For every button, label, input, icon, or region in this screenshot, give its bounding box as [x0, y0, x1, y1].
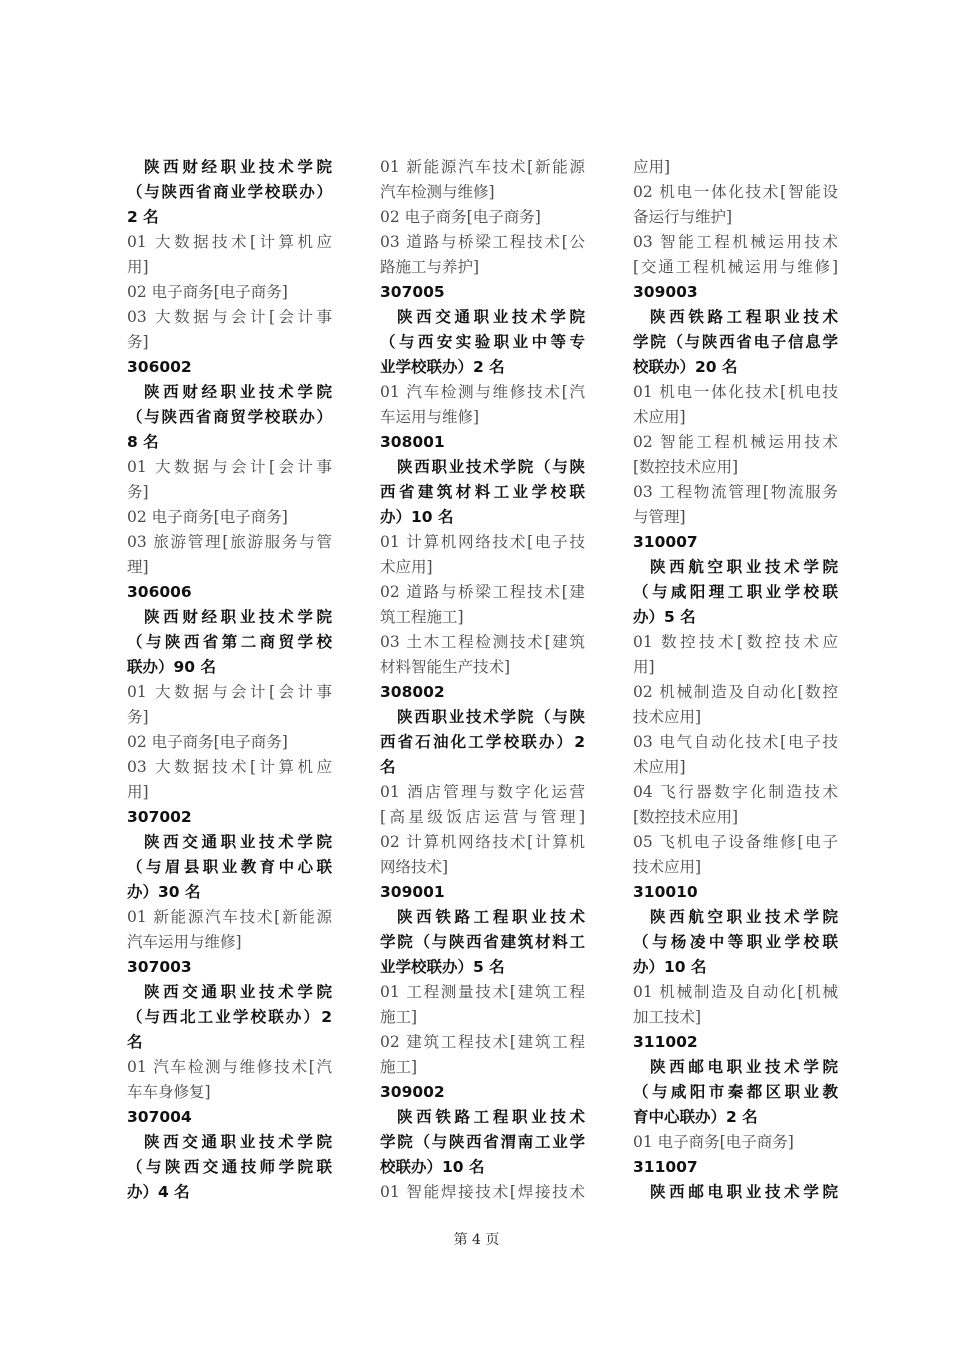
major-item-line: 01 大数据与会计[会计事	[127, 683, 332, 701]
major-item-line: 术应用]	[380, 558, 433, 576]
school-heading-line: 陕西职业技术学院（与陕	[397, 708, 585, 726]
major-item-line: 03 智能工程机械运用技术	[633, 233, 838, 251]
major-item-line: 汽车运用与维修]	[127, 933, 242, 951]
major-item-line: 05 飞机电子设备维修[电子	[633, 833, 838, 851]
school-heading-line: （与咸阳理工职业学校联	[633, 583, 838, 601]
major-item-line: 01 大数据与会计[会计事	[127, 458, 332, 476]
school-heading-line: 陕西航空职业技术学院	[650, 908, 838, 926]
major-item-line: 02 机电一体化技术[智能设	[633, 183, 838, 201]
major-item-line: 务]	[127, 333, 149, 351]
school-code: 309001	[380, 883, 445, 901]
major-item-line: 01 新能源汽车技术[新能源	[127, 908, 332, 926]
major-item-line: 术应用]	[633, 758, 686, 776]
major-item-line: 车运用与维修]	[380, 408, 480, 426]
school-heading-line: （与陕西省商业学校联办）	[127, 183, 332, 201]
school-heading-line: （与西安实验职业中等专	[380, 333, 585, 351]
major-item-line: 01 新能源汽车技术[新能源	[380, 158, 585, 176]
major-item-line: 01 大数据技术[计算机应	[127, 233, 332, 251]
school-heading-line: 名	[380, 758, 396, 776]
school-heading-line: 西省建筑材料工业学校联	[380, 483, 585, 501]
school-heading-line: 陕西职业技术学院（与陕	[397, 458, 585, 476]
major-item-line: [数控技术应用]	[633, 458, 739, 476]
school-heading-line: 办）10 名	[380, 508, 454, 526]
school-heading-line: 学院（与陕西省建筑材料工	[380, 933, 585, 951]
major-item-line: 03 道路与桥梁工程技术[公	[380, 233, 585, 251]
school-heading-line: 办）10 名	[633, 958, 707, 976]
school-heading-line: 陕西财经职业技术学院	[144, 608, 332, 626]
major-item-line: 理]	[127, 558, 149, 576]
school-heading-line: （与陕西交通技师学院联	[127, 1158, 332, 1176]
school-heading-line: 8 名	[127, 433, 159, 451]
school-code: 311007	[633, 1158, 698, 1176]
major-item-line: 筑工程施工]	[380, 608, 464, 626]
major-item-line: 材料智能生产技术]	[380, 658, 511, 676]
school-heading-line: 陕西财经职业技术学院	[144, 383, 332, 401]
major-item-line: 03 土木工程检测技术[建筑	[380, 633, 585, 651]
school-code: 306006	[127, 583, 192, 601]
school-heading-line: 陕西铁路工程职业技术	[397, 1108, 585, 1126]
school-heading-line: 办）4 名	[127, 1183, 190, 1201]
school-code: 306002	[127, 358, 192, 376]
major-item-line: 02 计算机网络技术[计算机	[380, 833, 585, 851]
school-heading-line: 校联办）20 名	[633, 358, 738, 376]
major-item-line: 务]	[127, 708, 149, 726]
major-item-line: 04 飞行器数字化制造技术	[633, 783, 838, 801]
school-heading-line: （与杨凌中等职业学校联	[633, 933, 838, 951]
major-item-line: 01 机电一体化技术[机电技	[633, 383, 838, 401]
school-code: 309003	[633, 283, 698, 301]
major-item-line: 03 大数据技术[计算机应	[127, 758, 332, 776]
school-code: 308001	[380, 433, 445, 451]
school-heading-line: 陕西航空职业技术学院	[650, 558, 838, 576]
text-column-1	[127, 155, 332, 1205]
school-heading-line: （与陕西省商贸学校联办）	[127, 408, 332, 426]
major-item-line: 01 酒店管理与数字化运营	[380, 783, 585, 801]
school-heading-line: 业学校联办）2 名	[380, 358, 505, 376]
major-item-line: 技术应用]	[633, 708, 702, 726]
school-heading-line: 陕西铁路工程职业技术	[397, 908, 585, 926]
school-heading-line: 办）5 名	[633, 608, 696, 626]
school-code: 310007	[633, 533, 698, 551]
major-item-line: 务]	[127, 483, 149, 501]
major-item-line: 02 电子商务[电子商务]	[380, 208, 541, 226]
major-item-line: [数控技术应用]	[633, 808, 739, 826]
major-item-line: 02 智能工程机械运用技术	[633, 433, 838, 451]
major-item-line: 用]	[633, 658, 655, 676]
school-heading-line: 陕西铁路工程职业技术	[650, 308, 838, 326]
school-code: 308002	[380, 683, 445, 701]
school-heading-line: 陕西交通职业技术学院	[144, 983, 332, 1001]
major-item-line: 03 旅游管理[旅游服务与管	[127, 533, 332, 551]
major-item-line: 02 电子商务[电子商务]	[127, 283, 288, 301]
major-item-line: 01 工程测量技术[建筑工程	[380, 983, 585, 1001]
school-heading-line: 育中心联办）2 名	[633, 1108, 758, 1126]
major-item-line: 用]	[127, 258, 149, 276]
school-heading-line: （与陕西省第二商贸学校	[127, 633, 332, 651]
major-item-line: [高星级饭店运营与管理]	[380, 808, 585, 826]
major-item-line: 01 智能焊接技术[焊接技术	[380, 1183, 585, 1201]
school-heading-line: 陕西邮电职业技术学院	[650, 1183, 838, 1201]
major-item-line: 汽车检测与维修]	[380, 183, 495, 201]
major-item-line: 01 电子商务[电子商务]	[633, 1133, 794, 1151]
major-item-line: 加工技术]	[633, 1008, 702, 1026]
school-heading-line: 陕西邮电职业技术学院	[650, 1058, 838, 1076]
school-heading-line: 办）30 名	[127, 883, 201, 901]
school-code: 309002	[380, 1083, 445, 1101]
major-item-line: 技术应用]	[633, 858, 702, 876]
major-item-line: 02 建筑工程技术[建筑工程	[380, 1033, 585, 1051]
school-heading-line: 名	[127, 1033, 143, 1051]
text-column-3	[633, 155, 838, 1205]
major-item-line: 术应用]	[633, 408, 686, 426]
major-item-line: 用]	[127, 783, 149, 801]
major-item-line: 02 机械制造及自动化[数控	[633, 683, 838, 701]
school-heading-line: 陕西财经职业技术学院	[144, 158, 332, 176]
page-number: 第 4 页	[453, 1232, 500, 1248]
major-item-line: 02 电子商务[电子商务]	[127, 508, 288, 526]
major-item-line: 路施工与养护]	[380, 258, 480, 276]
school-heading-line: 2 名	[127, 208, 159, 226]
school-heading-line: 陕西交通职业技术学院	[144, 1133, 332, 1151]
major-item-line: 01 计算机网络技术[电子技	[380, 533, 585, 551]
major-item-line: 03 工程物流管理[物流服务	[633, 483, 838, 501]
major-item-line: 网络技术]	[380, 858, 449, 876]
school-code: 307004	[127, 1108, 192, 1126]
major-item-line: 01 机械制造及自动化[机械	[633, 983, 838, 1001]
school-heading-line: 联办）90 名	[127, 658, 216, 676]
text-column-2	[380, 155, 585, 1205]
major-item-line: 02 电子商务[电子商务]	[127, 733, 288, 751]
school-heading-line: 业学校联办）5 名	[380, 958, 505, 976]
school-heading-line: （与眉县职业教育中心联	[127, 858, 332, 876]
school-code: 311002	[633, 1033, 698, 1051]
school-heading-line: 学院（与陕西省渭南工业学	[380, 1133, 585, 1151]
major-item-line: 备运行与维护]	[633, 208, 733, 226]
major-item-line: 03 大数据与会计[会计事	[127, 308, 332, 326]
major-item-line: 施工]	[380, 1008, 418, 1026]
major-item-line: 施工]	[380, 1058, 418, 1076]
major-item-line: 01 数控技术[数控技术应	[633, 633, 838, 651]
major-item-line: 01 汽车检测与维修技术[汽	[127, 1058, 332, 1076]
school-heading-line: 陕西交通职业技术学院	[397, 308, 585, 326]
major-item-line: 01 汽车检测与维修技术[汽	[380, 383, 585, 401]
major-item-line: 车车身修复]	[127, 1083, 211, 1101]
school-heading-line: 西省石油化工学校联办）2	[380, 733, 585, 751]
school-code: 307002	[127, 808, 192, 826]
school-heading-line: 陕西交通职业技术学院	[144, 833, 332, 851]
school-code: 307003	[127, 958, 192, 976]
major-item-line: 02 道路与桥梁工程技术[建	[380, 583, 585, 601]
major-item-line: 与管理]	[633, 508, 686, 526]
major-item-line: 应用]	[633, 158, 671, 176]
school-heading-line: （与西北工业学校联办）2	[127, 1008, 332, 1026]
major-item-line: [交通工程机械运用与维修]	[633, 258, 838, 276]
major-item-line: 03 电气自动化技术[电子技	[633, 733, 838, 751]
school-heading-line: （与咸阳市秦都区职业教	[633, 1083, 838, 1101]
school-heading-line: 学院（与陕西省电子信息学	[633, 333, 838, 351]
school-code: 307005	[380, 283, 445, 301]
school-code: 310010	[633, 883, 698, 901]
school-heading-line: 校联办）10 名	[380, 1158, 485, 1176]
